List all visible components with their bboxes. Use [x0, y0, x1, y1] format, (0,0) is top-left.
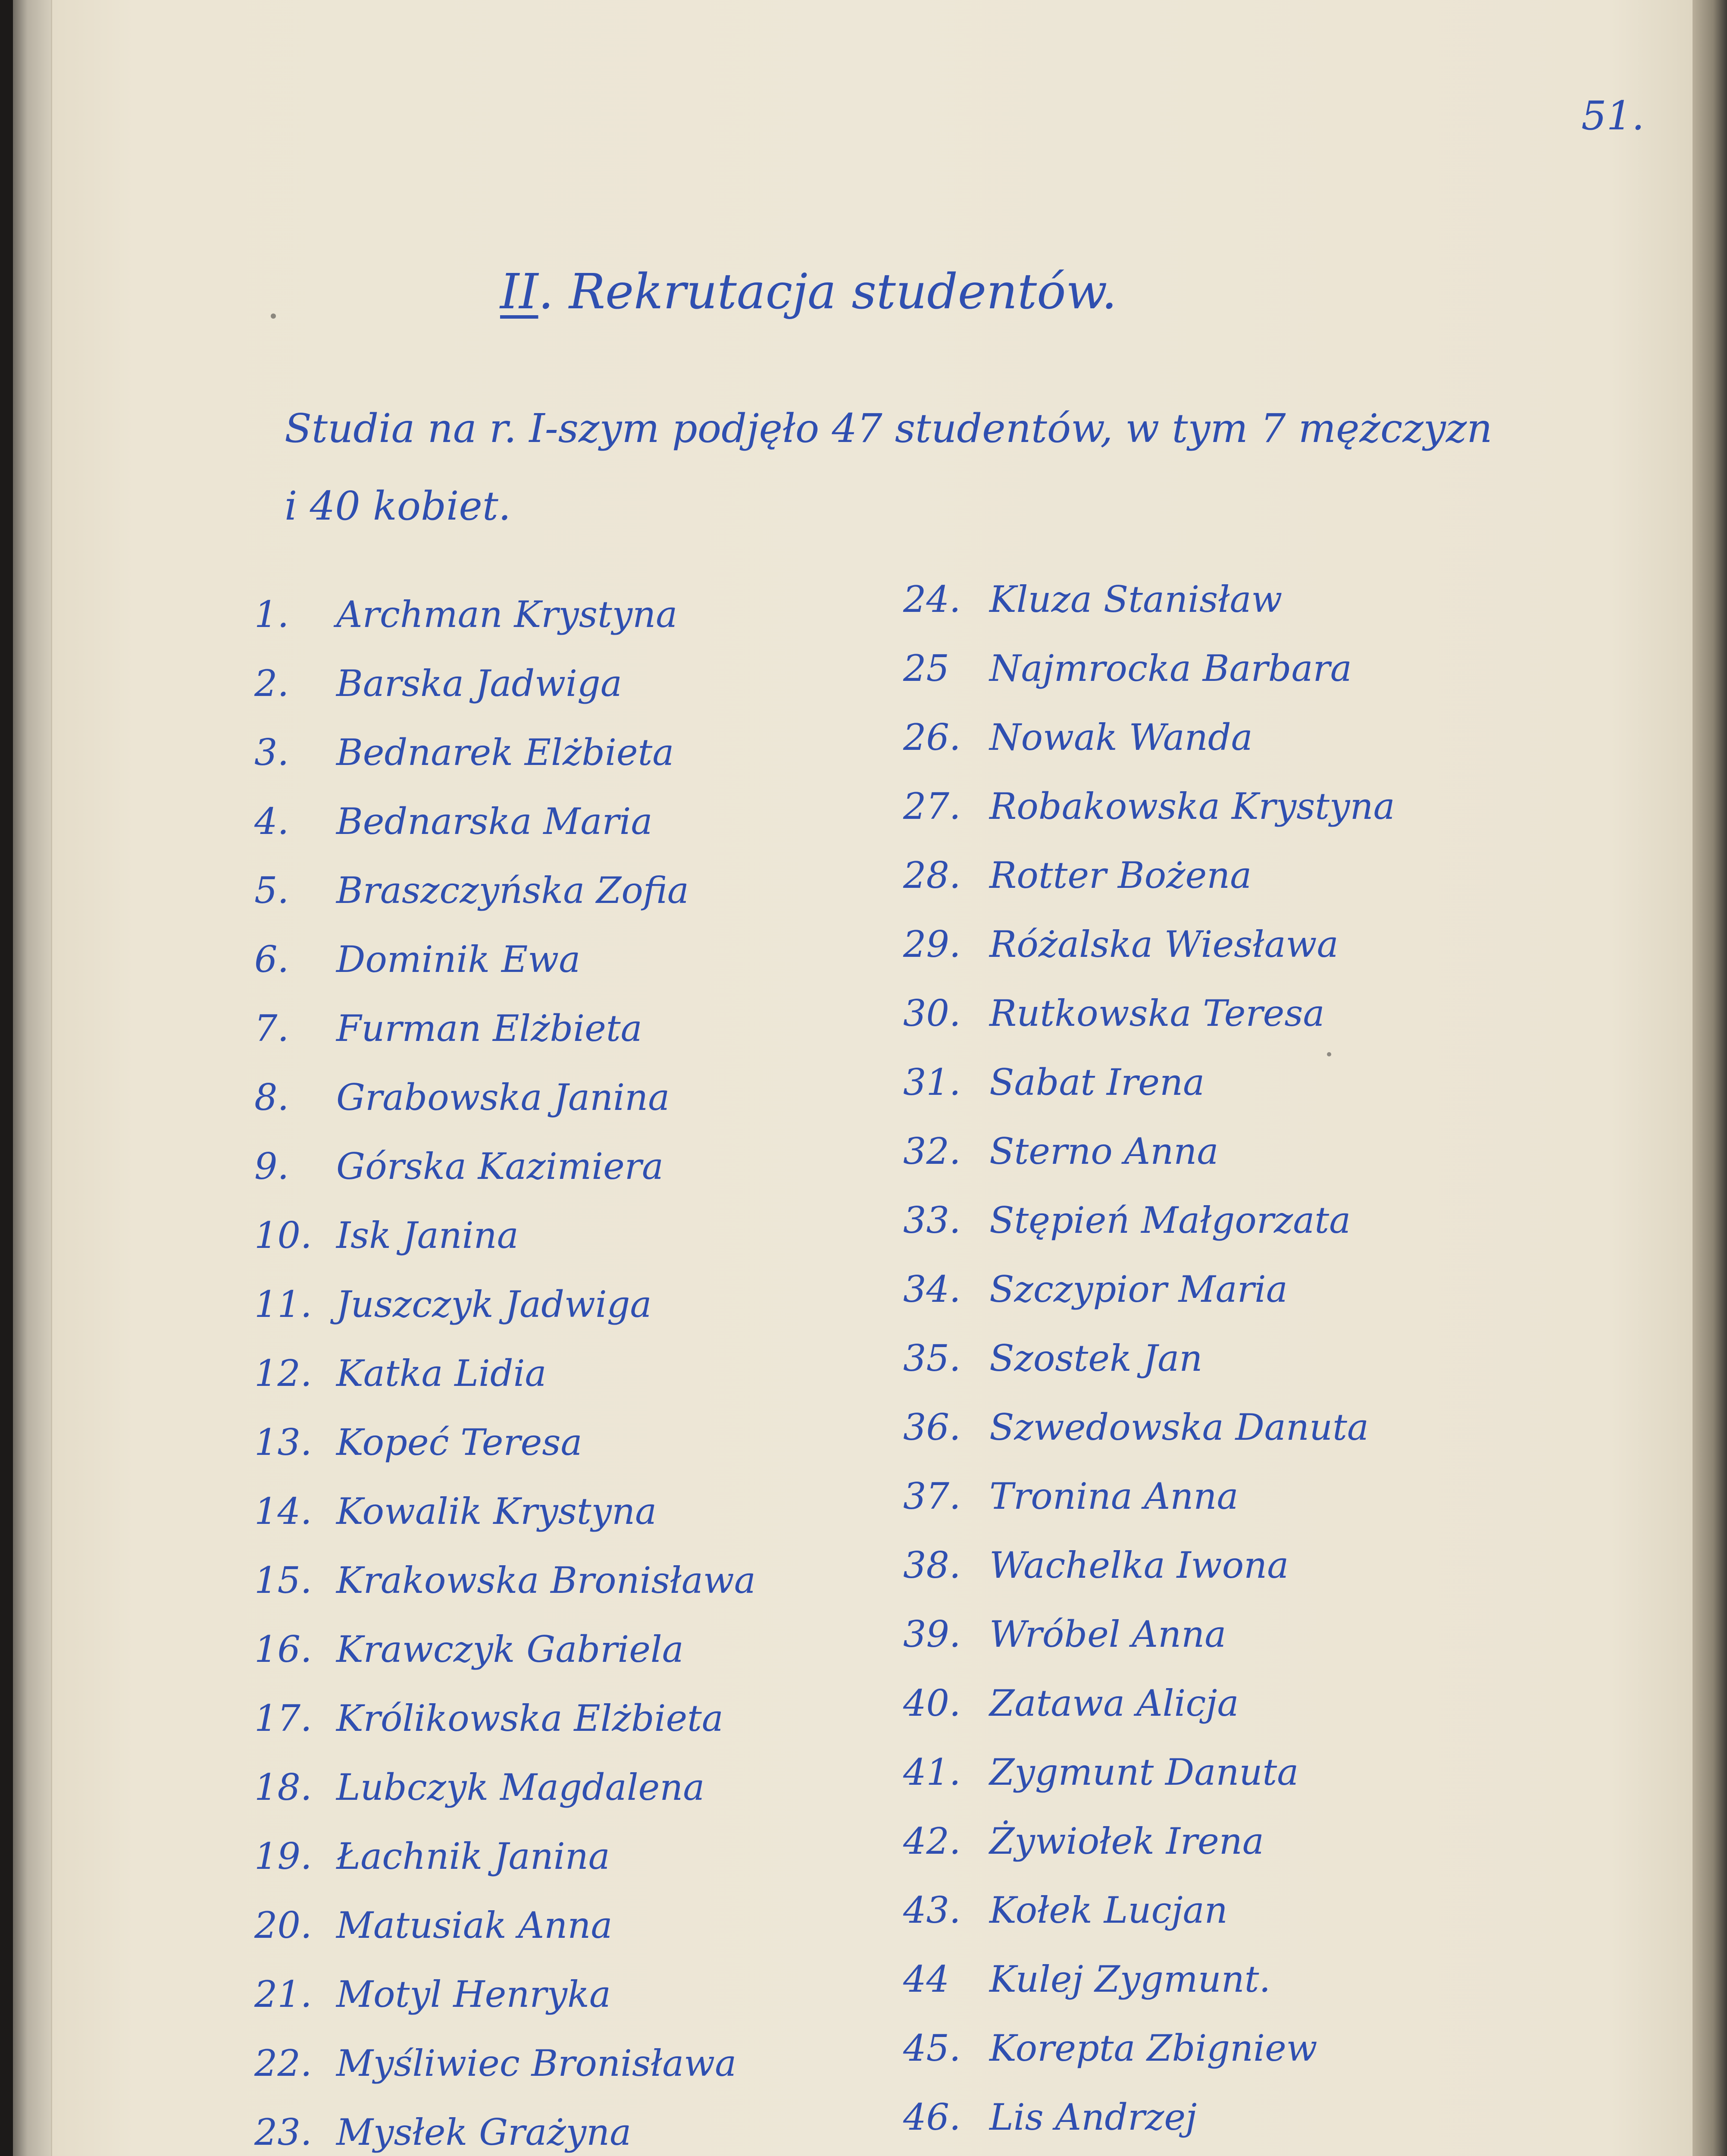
student-entry [903, 703, 1395, 772]
student-entry [903, 1255, 1395, 1324]
entry-number: 26. [903, 716, 961, 758]
book-binding [0, 0, 13, 2156]
student-entry [903, 1462, 1395, 1531]
entry-number: 21. [254, 1973, 312, 2015]
student-entry [254, 856, 756, 925]
student-name: Sterno Anna [989, 1130, 1219, 1172]
student-name: Sabat Irena [989, 1061, 1205, 1103]
student-name: Szczypior Maria [989, 1268, 1288, 1310]
student-name: Górska Kazimiera [336, 1145, 664, 1188]
student-name: Myśliwiec Bronisława [336, 2042, 737, 2084]
student-entry [254, 1270, 756, 1339]
entry-number: 1. [254, 593, 289, 636]
student-name: Barska Jadwiga [336, 662, 622, 705]
student-entry [254, 994, 756, 1063]
entry-number: 23. [254, 2111, 312, 2153]
student-name: Kulej Zygmunt. [989, 1958, 1271, 2000]
student-entry [254, 1132, 756, 1201]
student-name: Kołek Lucjan [989, 1889, 1228, 1931]
entry-number: 7. [254, 1007, 289, 1050]
entry-number: 30. [903, 992, 961, 1034]
student-entry [254, 649, 756, 718]
student-name: Lubczyk Magdalena [336, 1766, 705, 1808]
entry-number: 2. [254, 662, 289, 705]
student-name: Archman Krystyna [336, 593, 678, 636]
entry-number: 38. [903, 1544, 961, 1586]
entry-number: 18. [254, 1766, 312, 1808]
section-roman-numeral: II [500, 264, 538, 320]
student-name: Tronina Anna [989, 1475, 1239, 1517]
student-entry [903, 565, 1395, 634]
student-name: Zatawa Alicja [989, 1682, 1239, 1724]
student-entry [254, 1753, 756, 1822]
student-entry [254, 1477, 756, 1546]
student-entry [254, 580, 756, 649]
entry-number: 41. [903, 1751, 961, 1793]
entry-number: 11. [254, 1283, 312, 1326]
student-name: Mysłek Grażyna [336, 2111, 632, 2153]
student-name: Szwedowska Danuta [989, 1406, 1369, 1448]
student-name: Bednarska Maria [336, 800, 653, 843]
student-name: Katka Lidia [336, 1352, 547, 1395]
section-title: . Rekrutacja studentów. [538, 264, 1117, 320]
student-entry [254, 1891, 756, 1960]
student-name: Kowalik Krystyna [336, 1490, 657, 1532]
student-entry [254, 925, 756, 994]
student-name: Isk Janina [336, 1214, 519, 1257]
student-list-right [903, 565, 1395, 2152]
entry-number: 32. [903, 1130, 961, 1172]
student-entry [903, 1531, 1395, 1600]
entry-number: 10. [254, 1214, 312, 1257]
entry-number: 46. [903, 2096, 961, 2138]
student-name: Kluza Stanisław [989, 578, 1283, 620]
entry-number: 40. [903, 1682, 961, 1724]
student-name: Stępień Małgorzata [989, 1199, 1351, 1241]
student-entry [903, 1945, 1395, 2014]
entry-number: 27. [903, 785, 961, 827]
entry-number: 45. [903, 2027, 961, 2069]
entry-number: 31. [903, 1061, 961, 1103]
student-name: Królikowska Elżbieta [336, 1697, 723, 1739]
entry-number: 6. [254, 938, 289, 981]
student-name: Grabowska Janina [336, 1076, 670, 1119]
page-gutter [13, 0, 54, 2156]
entry-number: 28. [903, 854, 961, 896]
student-entry [903, 1807, 1395, 1876]
student-entry [903, 772, 1395, 841]
entry-number: 39. [903, 1613, 961, 1655]
student-name: Wachelka Iwona [989, 1544, 1289, 1586]
entry-number: 12. [254, 1352, 312, 1395]
entry-number: 43. [903, 1889, 961, 1931]
intro-line-1: Studia na r. I-szym podjęło 47 studentów, w tym 7 mężczyzn [285, 405, 1492, 451]
student-entry [903, 1738, 1395, 1807]
student-entry [903, 1393, 1395, 1462]
intro-line-2: i 40 kobiet. [285, 483, 511, 529]
student-entry [903, 1669, 1395, 1738]
page-number: 51. [1581, 93, 1645, 139]
entry-number: 15. [254, 1559, 312, 1601]
student-entry [254, 1822, 756, 1891]
student-entry [903, 1876, 1395, 1945]
student-name: Lis Andrzej [989, 2096, 1197, 2138]
entry-number: 13. [254, 1421, 312, 1463]
entry-number: 20. [254, 1904, 312, 1946]
entry-number: 35. [903, 1337, 961, 1379]
student-name: Rutkowska Teresa [989, 992, 1325, 1034]
entry-number: 42. [903, 1820, 961, 1862]
entry-number: 37. [903, 1475, 961, 1517]
entry-number: 29. [903, 923, 961, 965]
student-name: Furman Elżbieta [336, 1007, 642, 1050]
entry-number: 16. [254, 1628, 312, 1670]
entry-number: 4. [254, 800, 289, 843]
student-entry [254, 718, 756, 787]
student-name: Zygmunt Danuta [989, 1751, 1299, 1793]
entry-number: 8. [254, 1076, 289, 1119]
student-name: Kopeć Teresa [336, 1421, 582, 1463]
student-entry [903, 1186, 1395, 1255]
student-name: Różalska Wiesława [989, 923, 1339, 965]
paper-speck [271, 313, 276, 319]
student-name: Motyl Henryka [336, 1973, 611, 2015]
student-entry [903, 2014, 1395, 2083]
student-name: Bednarek Elżbieta [336, 731, 674, 774]
student-name: Łachnik Janina [336, 1835, 610, 1877]
student-entry [903, 2083, 1395, 2152]
student-entry [903, 1048, 1395, 1117]
entry-number: 22. [254, 2042, 312, 2084]
entry-number: 19. [254, 1835, 312, 1877]
student-entry [254, 1339, 756, 1408]
student-entry [903, 1324, 1395, 1393]
student-entry [254, 1201, 756, 1270]
student-entry [254, 1960, 756, 2029]
entry-number: 3. [254, 731, 289, 774]
student-name: Juszczyk Jadwiga [336, 1283, 652, 1326]
student-entry [903, 1117, 1395, 1186]
entry-number: 25 [903, 647, 949, 689]
page-edge [1693, 0, 1727, 2156]
student-name: Rotter Bożena [989, 854, 1252, 896]
student-name: Wróbel Anna [989, 1613, 1226, 1655]
student-name: Szostek Jan [989, 1337, 1203, 1379]
entry-number: 24. [903, 578, 961, 620]
student-entry [254, 1546, 756, 1615]
student-entry [254, 787, 756, 856]
student-entry [903, 910, 1395, 979]
student-entry [903, 841, 1395, 910]
entry-number: 44 [903, 1958, 949, 2000]
student-entry [254, 1615, 756, 1684]
entry-number: 9. [254, 1145, 289, 1188]
student-entry [254, 1684, 756, 1753]
student-name: Krakowska Bronisława [336, 1559, 756, 1601]
student-list-left [254, 580, 756, 2156]
student-entry [903, 634, 1395, 703]
student-entry [254, 1063, 756, 1132]
student-name: Korepta Zbigniew [989, 2027, 1317, 2069]
student-name: Robakowska Krystyna [989, 785, 1395, 827]
student-entry [903, 979, 1395, 1048]
student-name: Żywiołek Irena [989, 1820, 1264, 1862]
student-entry [254, 2029, 756, 2098]
entry-number: 5. [254, 869, 289, 912]
student-name: Krawczyk Gabriela [336, 1628, 684, 1670]
student-name: Najmrocka Barbara [989, 647, 1352, 689]
student-name: Dominik Ewa [336, 938, 581, 981]
entry-number: 34. [903, 1268, 961, 1310]
student-name: Matusiak Anna [336, 1904, 613, 1946]
student-entry [903, 1600, 1395, 1669]
student-entry [254, 2098, 756, 2156]
student-name: Braszczyńska Zofia [336, 869, 689, 912]
entry-number: 14. [254, 1490, 312, 1532]
entry-number: 33. [903, 1199, 961, 1241]
entry-number: 36. [903, 1406, 961, 1448]
student-entry [254, 1408, 756, 1477]
section-heading [500, 264, 1117, 320]
student-name: Nowak Wanda [989, 716, 1253, 758]
entry-number: 17. [254, 1697, 312, 1739]
